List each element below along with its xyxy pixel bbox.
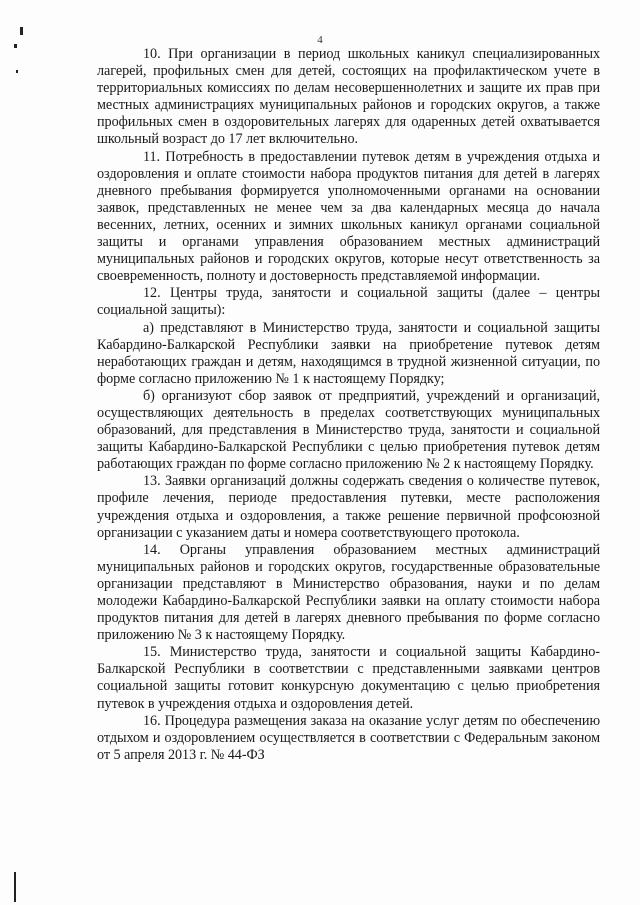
- document-body: [97, 46, 600, 764]
- scan-artifact-mark: [16, 70, 18, 73]
- paragraph-item-15: 15. Министерство труда, занятости и социальной защиты Кабардино-Балкарской Республики в соответствии с представленными заявками центров социальной защиты готовит конкурсную документацию с целью приобретения путевок в учреждения отдыха и оздоровления детей.: [97, 644, 600, 712]
- page-number: 4: [317, 34, 323, 46]
- paragraph-item-13: 13. Заявки организаций должны содержать сведения о количестве путевок, профиле лечения, периоде предоставления путевки, месте расположения учреждения отдыха и оздоровления, а также решение первичной профсоюзной организации с указанием даты и номера соответствующего протокола.: [97, 473, 600, 541]
- paragraph-item-12: 12. Центры труда, занятости и социальной защиты (далее – центры социальной защиты):: [97, 285, 600, 319]
- scan-artifact-mark: [14, 872, 16, 902]
- paragraph-item-12a: а) представляют в Министерство труда, занятости и социальной защиты Кабардино-Балкарской Республики заявки на приобретение путевок детям неработающих граждан и детям, находящимся в трудной жизненной ситуации, по форме согласно приложению № 1 к настоящему Порядку;: [97, 319, 600, 387]
- paragraph-item-16: 16. Процедура размещения заказа на оказание услуг детям по обеспечению отдыхом и оздоровлением осуществляется в соответствии с Федеральным законом от 5 апреля 2013 г. № 44-ФЗ: [97, 712, 600, 763]
- paragraph-item-14: 14. Органы управления образованием местных администраций муниципальных районов и городских округов, государственные образовательные организации представляют в Министерство образования, науки и по делам молодежи Кабардино-Балкарской Республики заявки на оплату стоимости набора продуктов питания для детей в лагерях дневного пребывания по форме согласно приложению № 3 к настоящему Порядку.: [97, 541, 600, 644]
- paragraph-item-12b: б) организуют сбор заявок от предприятий, учреждений и организаций, осуществляющих деятельность в пределах соответствующих муниципальных образований, для представления в Министерство труда, занятости и социальной защиты Кабардино-Балкарской Республики с целью приобретения путевок детям работающих граждан по форме согласно приложению № 2 к настоящему Порядку.: [97, 387, 600, 473]
- paragraph-item-10: 10. При организации в период школьных каникул специализированных лагерей, профильных смен для детей, состоящих на профилактическом учете в территориальных комиссиях по делам несовершеннолетних и защите их прав при местных администрациях муниципальных районов и городских округов, а также профильных смен в оздоровительных лагерях для одаренных детей охватывается школьный возраст до 17 лет включительно.: [97, 46, 600, 148]
- paragraph-item-11: 11. Потребность в предоставлении путевок детям в учреждения отдыха и оздоровления и оплате стоимости набора продуктов питания для детей в лагерях дневного пребывания формируется уполномоченными органами на основании заявок, представленных не менее чем за два календарных месяца до начала весенних, летних, осенних и зимних школьных каникул органами социальной защиты и органами управления образованием местных администраций муниципальных районов и городских округов, которые несут ответственность за своевременность, полноту и достоверность представляемой информации.: [97, 148, 600, 285]
